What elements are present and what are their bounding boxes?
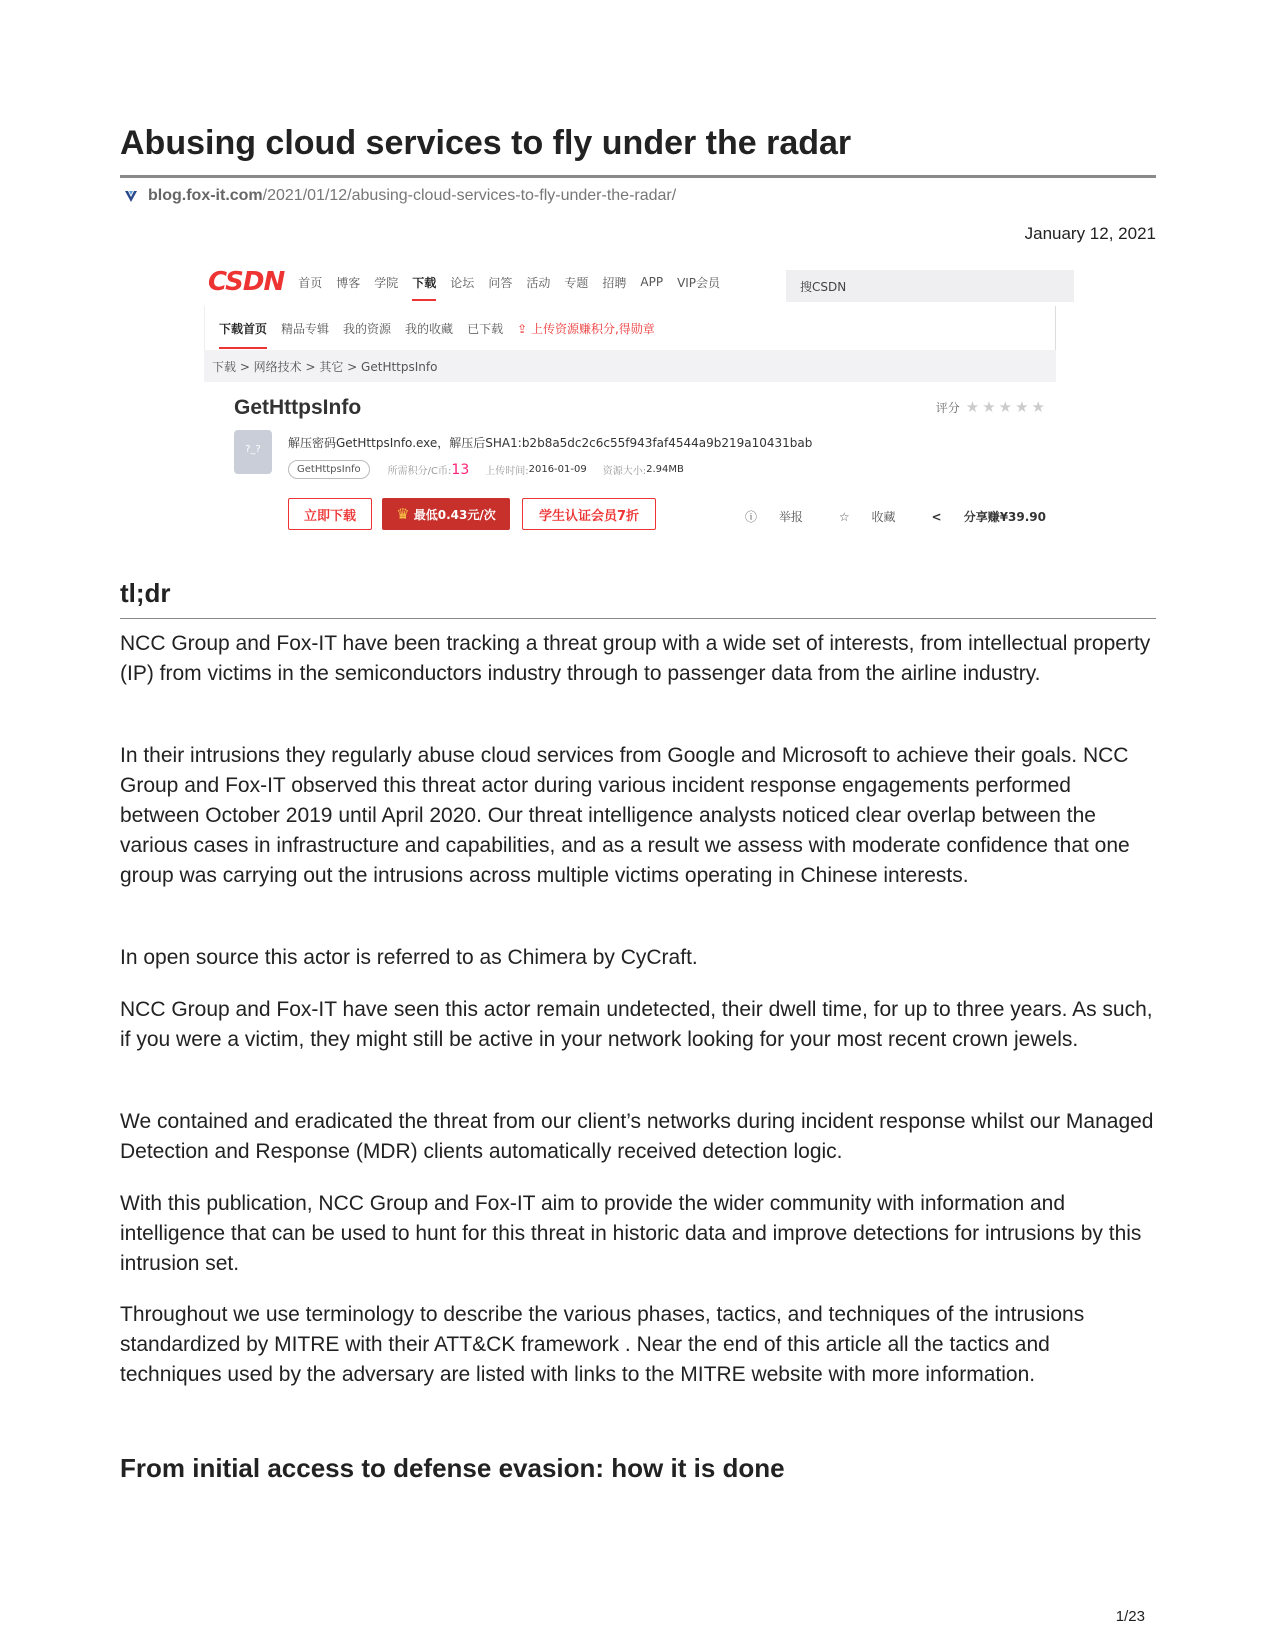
upload-time-label: 上传时间: xyxy=(485,466,529,477)
source-domain: blog.fox-it.com xyxy=(148,187,263,204)
source-path: /2021/01/12/abusing-cloud-services-to-fly-under-the-radar/ xyxy=(262,187,677,204)
paragraph: NCC Group and Fox-IT have seen this actor remain undetected, their dwell time, for up to three years. As such, if you were a victim, they might still be active in your network looking for your most recent crown jewels. xyxy=(120,998,1153,1051)
info-icon: ⓘ xyxy=(745,510,761,524)
resource-rating xyxy=(936,398,1048,416)
star-icons: ★★★★★ xyxy=(965,398,1048,416)
star-outline-icon: ☆ xyxy=(838,510,854,524)
csdn-nav-item: 活动 xyxy=(526,275,551,290)
crown-icon: ♛ xyxy=(396,505,410,523)
csdn-upload-label: 上传资源赚积分,得勋章 xyxy=(530,321,655,336)
csdn-screenshot xyxy=(204,262,1074,574)
csdn-nav-item-active: 下载 xyxy=(412,275,437,290)
csdn-upload-link xyxy=(517,320,655,337)
rating-label: 评分 xyxy=(935,400,960,415)
favorite-action xyxy=(821,508,896,525)
fox-it-logo-icon xyxy=(124,189,138,203)
section-heading: From initial access to defense evasion: how it is done xyxy=(120,1453,785,1483)
points-value: 13 xyxy=(451,461,470,478)
csdn-nav-item: 首页 xyxy=(298,275,323,290)
vip-price-label: 最低0.43元/次 xyxy=(413,507,496,522)
csdn-resource-card xyxy=(210,382,1056,574)
student-discount-button: 学生认证会员7折 xyxy=(522,498,656,530)
resource-tag: GetHttpsInfo xyxy=(288,460,370,479)
vip-price-button xyxy=(382,498,510,530)
size-label: 资源大小: xyxy=(602,466,647,477)
title-divider xyxy=(120,175,1156,178)
source-link[interactable] xyxy=(124,187,676,205)
csdn-subnav-item: 我的资源 xyxy=(343,321,392,336)
share-label: 分享赚¥39.90 xyxy=(963,510,1046,524)
csdn-search-box: 搜CSDN xyxy=(786,270,1074,302)
favorite-label: 收藏 xyxy=(871,510,896,524)
paragraph: In open source this actor is referred to as Chimera by CyCraft. xyxy=(120,946,698,969)
paragraph: With this publication, NCC Group and Fox-IT aim to provide the wider community with information and intelligence that can be used to hunt for this threat in historic data and improve detections for intrusions by this intrusion set. xyxy=(120,1192,1142,1275)
tldr-heading: tl;dr xyxy=(120,578,171,608)
csdn-subnav-item-active: 下载首页 xyxy=(219,321,268,336)
csdn-nav-item: APP xyxy=(640,275,664,289)
paragraph: In their intrusions they regularly abuse cloud services from Google and Microsoft to achieve their goals. NCC Group and Fox-IT observed this threat actor during various incident response engagements performed between October 2019 until April 2020. Our threat intelligence analysts noticed clear overlap between the various cases in infrastructure and capabilities, and as a result we assess with moderate confidence that one group was carrying out the intrusions across multiple victims operating in Chinese interests. xyxy=(120,744,1130,887)
paragraph: NCC Group and Fox-IT have been tracking a threat group with a wide set of interests, from intellectual property (IP) from victims in the semiconductors industry through to passenger data from the airline industry. xyxy=(120,632,1151,685)
file-icon: ?_? xyxy=(234,430,272,474)
csdn-nav-item: 招聘 xyxy=(602,275,627,290)
report-action xyxy=(727,508,803,525)
csdn-nav-item: VIP会员 xyxy=(677,275,721,290)
upload-time-value: 2016-01-09 xyxy=(528,464,587,475)
size-value: 2.94MB xyxy=(646,464,684,475)
csdn-topbar xyxy=(204,262,1074,302)
csdn-subnav xyxy=(204,306,1056,350)
csdn-logo: CSDN xyxy=(208,267,285,297)
points-label: 所需积分/C币: xyxy=(387,466,452,477)
csdn-subnav-item: 我的收藏 xyxy=(405,321,454,336)
publish-date: January 12, 2021 xyxy=(1024,224,1156,243)
paragraph: We contained and eradicated the threat from our client’s networks during incident response whilst our Managed Detection and Response (MDR) clients automatically received detection logic. xyxy=(120,1110,1154,1163)
download-now-button: 立即下载 xyxy=(288,498,372,530)
share-action xyxy=(913,508,1046,525)
report-label: 举报 xyxy=(778,510,803,524)
upload-icon: ⇪ xyxy=(517,321,531,336)
resource-actions xyxy=(709,508,1046,525)
csdn-nav-item: 学院 xyxy=(374,275,399,290)
csdn-nav-item: 问答 xyxy=(488,275,513,290)
page-number: 1/23 xyxy=(1115,1608,1145,1625)
csdn-nav-item: 专题 xyxy=(564,275,589,290)
csdn-subnav-item: 精品专辑 xyxy=(281,321,330,336)
paragraph: Throughout we use terminology to describe the various phases, tactics, and techniques of the intrusions standardized by MITRE with their ATT&CK framework . Near the end of this article all the tactics and techniques used by the adversary are listed with links to the MITRE website with more information. xyxy=(120,1303,1085,1386)
resource-title: GetHttpsInfo xyxy=(234,396,362,419)
csdn-nav-item: 博客 xyxy=(336,275,361,290)
share-icon: < xyxy=(931,510,946,524)
csdn-subnav-item: 已下载 xyxy=(467,321,504,336)
csdn-nav-item: 论坛 xyxy=(450,275,475,290)
resource-meta xyxy=(288,460,700,479)
article-title: Abusing cloud services to fly under the radar xyxy=(120,124,852,162)
resource-description: 解压密码GetHttpsInfo.exe，解压后SHA1:b2b8a5dc2c6c55f943faf4544a9b219a10431bab xyxy=(288,436,813,450)
tldr-divider xyxy=(120,618,1156,619)
csdn-breadcrumb: 下载 > 网络技术 > 其它 > GetHttpsInfo xyxy=(204,350,1056,382)
